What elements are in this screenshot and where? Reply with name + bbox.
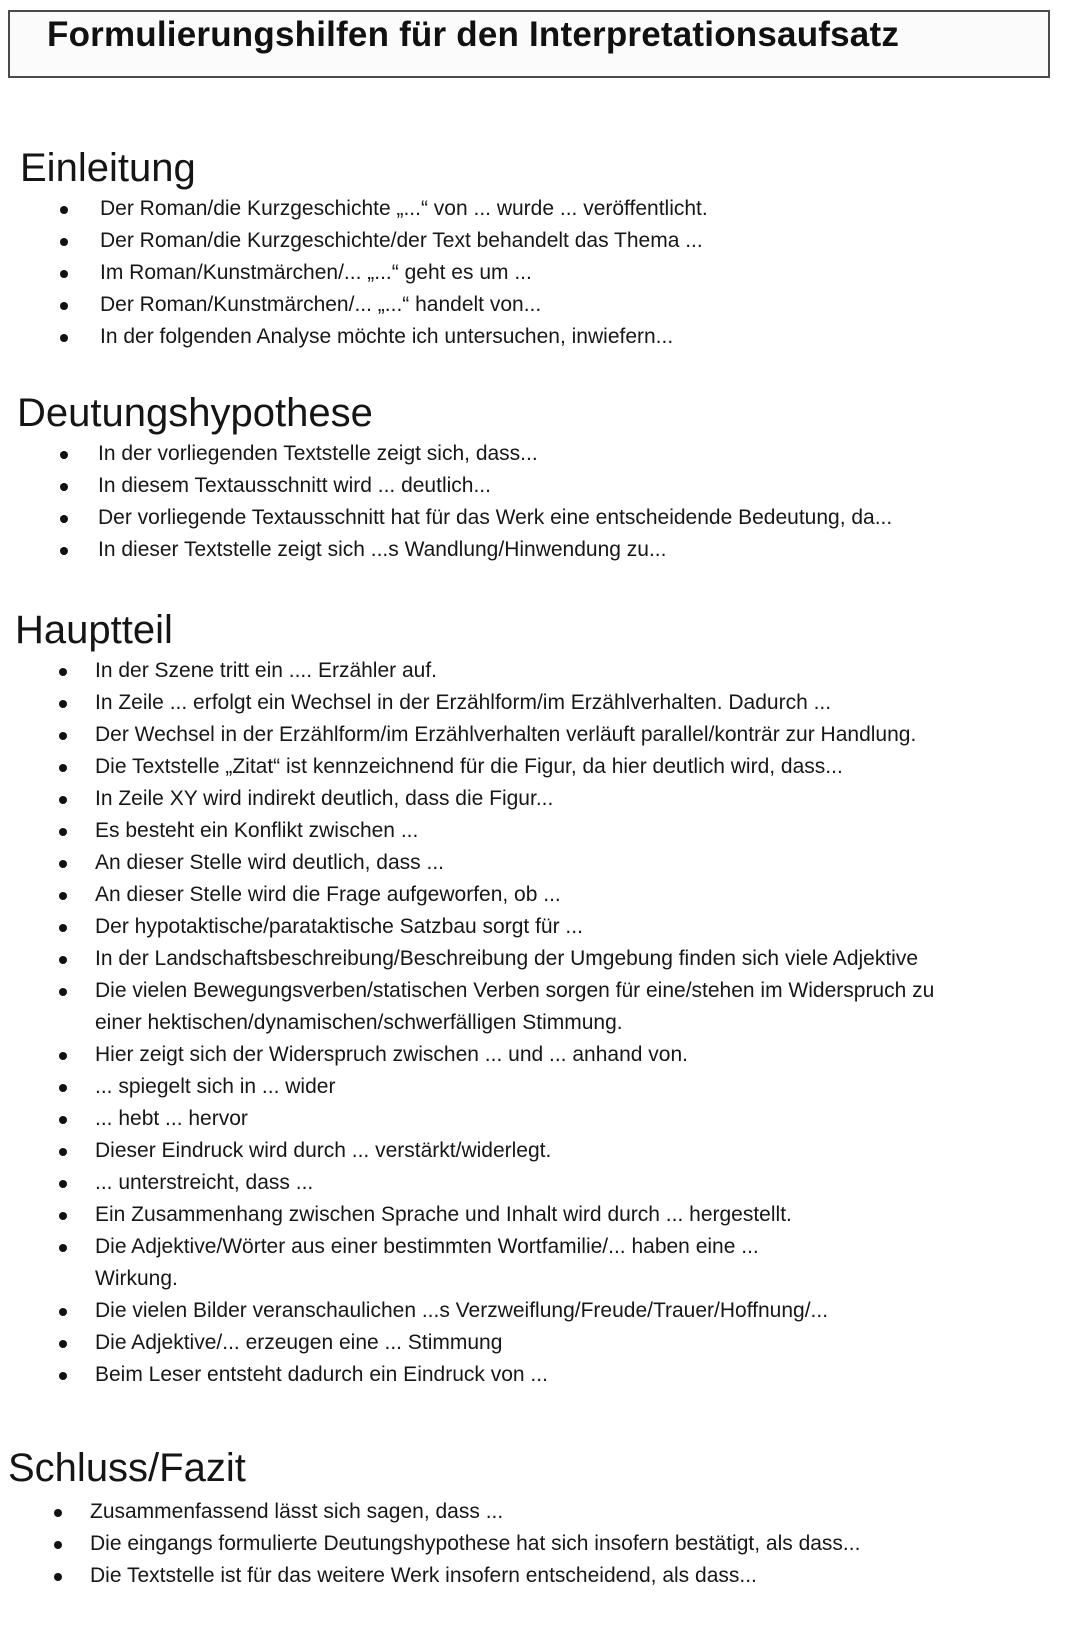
list-item-text: Der vorliegende Textausschnitt hat für das Werk eine entscheidende Bedeutung, da... [98, 506, 893, 529]
list-item [95, 1199, 1025, 1231]
section-heading-schluss: Schluss/Fazit [8, 1446, 246, 1490]
list-item [95, 655, 1025, 687]
bullet-icon [59, 796, 67, 804]
bullet-icon [59, 1340, 67, 1348]
bullet-icon [54, 1509, 62, 1517]
bullet-icon [59, 1212, 67, 1220]
list-item-text: Die Adjektive/... erzeugen eine ... Stimmung [95, 1331, 503, 1354]
list-item [100, 193, 1080, 225]
list-item-text: Zusammenfassend lässt sich sagen, dass ... [90, 1500, 504, 1523]
bullet-icon [60, 451, 68, 459]
list-item-text: In diesem Textausschnitt wird ... deutlich... [98, 474, 491, 497]
list-item [90, 1496, 1080, 1528]
list-item-text: In Zeile ... erfolgt ein Wechsel in der Erzählform/im Erzählverhalten. Dadurch ... [95, 691, 832, 714]
list-item-text: Dieser Eindruck wird durch ... verstärkt/widerlegt. [95, 1139, 552, 1162]
list-item-text: ... spiegelt sich in ... wider [95, 1075, 336, 1098]
page-title: Formulierungshilfen für den Interpretationsaufsatz [47, 15, 900, 54]
list-item [98, 438, 1080, 470]
list-item [95, 975, 985, 1039]
list-item [95, 1327, 1025, 1359]
list-item [90, 1560, 1080, 1592]
bullet-icon [60, 206, 68, 214]
list-item-text: Die Adjektive/Wörter aus einer bestimmten Wortfamilie/... haben eine ... Wirkung. [95, 1235, 759, 1290]
section-einleitung [0, 145, 1080, 353]
list-item-text: In dieser Textstelle zeigt sich ...s Wandlung/Hinwendung zu... [98, 538, 667, 561]
list-deutungshypothese [98, 438, 1080, 566]
list-item [95, 719, 1025, 751]
list-item [95, 1295, 1025, 1327]
bullet-icon [59, 1244, 67, 1252]
section-heading-hauptteil: Hauptteil [15, 608, 173, 652]
list-item [95, 815, 1025, 847]
section-deutungshypothese [0, 390, 1080, 566]
list-item-text: ... unterstreicht, dass ... [95, 1171, 314, 1194]
list-item-text: Es besteht ein Konflikt zwischen ... [95, 819, 419, 842]
section-hauptteil [0, 607, 1080, 1391]
list-item-text: In Zeile XY wird indirekt deutlich, dass die Figur... [95, 787, 554, 810]
list-item [95, 1071, 1025, 1103]
list-item [95, 1167, 1025, 1199]
list-item [95, 687, 1025, 719]
list-item-text: In der vorliegenden Textstelle zeigt sich, dass... [98, 442, 538, 465]
bullet-icon [60, 238, 68, 246]
bullet-icon [59, 1148, 67, 1156]
list-item [90, 1528, 1080, 1560]
list-item-text: Beim Leser entsteht dadurch ein Eindruck von ... [95, 1363, 548, 1386]
bullet-icon [59, 1052, 67, 1060]
list-item-text: Hier zeigt sich der Widerspruch zwischen ... und ... anhand von. [95, 1043, 688, 1066]
bullet-icon [59, 700, 67, 708]
bullet-icon [60, 515, 68, 523]
list-item-text: Der Roman/Kunstmärchen/... „...“ handelt von... [100, 293, 542, 316]
list-item-text: In der Szene tritt ein .... Erzähler auf. [95, 659, 437, 682]
bullet-icon [59, 924, 67, 932]
section-schluss-fazit [0, 1445, 1080, 1592]
section-heading-deutungshypothese: Deutungshypothese [17, 391, 373, 435]
list-item [100, 257, 1080, 289]
list-item-text: Der Roman/die Kurzgeschichte „...“ von ... wurde ... veröffentlicht. [100, 197, 708, 220]
bullet-icon [59, 668, 67, 676]
bullet-icon [60, 334, 68, 342]
list-item-text: Im Roman/Kunstmärchen/... „...“ geht es um ... [100, 261, 532, 284]
bullet-icon [59, 892, 67, 900]
list-item [95, 911, 1025, 943]
bullet-icon [59, 1308, 67, 1316]
list-item [98, 534, 1080, 566]
list-item-text: Ein Zusammenhang zwischen Sprache und Inhalt wird durch ... hergestellt. [95, 1203, 792, 1226]
list-item-text: Die Textstelle ist für das weitere Werk insofern entscheidend, als dass... [90, 1564, 757, 1587]
list-item [95, 1231, 815, 1295]
list-item [95, 783, 1025, 815]
list-item [95, 1135, 1025, 1167]
bullet-icon [60, 270, 68, 278]
list-item-text: In der Landschaftsbeschreibung/Beschreibung der Umgebung finden sich viele Adjektive [95, 947, 919, 970]
list-item-text: Der Roman/die Kurzgeschichte/der Text behandelt das Thema ... [100, 229, 703, 252]
bullet-icon [59, 732, 67, 740]
list-item-text: Die vielen Bewegungsverben/statischen Verben sorgen für eine/stehen im Widerspruch zu einer hektischen/dynamischen/schwerfälligen Stimmung. [95, 979, 935, 1034]
section-heading-einleitung: Einleitung [20, 146, 196, 190]
list-item-text: ... hebt ... hervor [95, 1107, 248, 1130]
list-schluss [90, 1496, 1080, 1592]
list-item-text: Die eingangs formulierte Deutungshypothese hat sich insofern bestätigt, als dass... [90, 1532, 861, 1555]
bullet-icon [60, 302, 68, 310]
bullet-icon [59, 956, 67, 964]
list-item-text: An dieser Stelle wird deutlich, dass ... [95, 851, 445, 874]
list-item-text: Der Wechsel in der Erzählform/im Erzählverhalten verläuft parallel/konträr zur Handlung. [95, 723, 917, 746]
bullet-icon [60, 547, 68, 555]
list-item [95, 943, 1025, 975]
bullet-icon [59, 764, 67, 772]
list-item-text: Die vielen Bilder veranschaulichen ...s Verzweiflung/Freude/Trauer/Hoffnung/... [95, 1299, 829, 1322]
list-item [95, 1359, 1025, 1391]
list-item [95, 879, 1025, 911]
list-item-text: Die Textstelle „Zitat“ ist kennzeichnend für die Figur, da hier deutlich wird, dass... [95, 755, 843, 778]
list-item [100, 289, 1080, 321]
bullet-icon [54, 1573, 62, 1581]
list-einleitung [100, 193, 1080, 353]
bullet-icon [59, 860, 67, 868]
list-item [95, 847, 1025, 879]
bullet-icon [59, 1084, 67, 1092]
list-item [98, 502, 1080, 534]
list-item [95, 1103, 1025, 1135]
bullet-icon [60, 483, 68, 491]
list-item [95, 1039, 1025, 1071]
list-item [95, 751, 1025, 783]
list-item [100, 225, 1080, 257]
list-hauptteil [95, 655, 1025, 1391]
list-item-text: In der folgenden Analyse möchte ich untersuchen, inwiefern... [100, 325, 674, 348]
bullet-icon [59, 1372, 67, 1380]
bullet-icon [59, 1180, 67, 1188]
bullet-icon [54, 1541, 62, 1549]
list-item-text: Der hypotaktische/parataktische Satzbau sorgt für ... [95, 915, 583, 938]
list-item-text: An dieser Stelle wird die Frage aufgeworfen, ob ... [95, 883, 561, 906]
bullet-icon [59, 1116, 67, 1124]
bullet-icon [59, 828, 67, 836]
bullet-icon [59, 988, 67, 996]
list-item [100, 321, 1080, 353]
list-item [98, 470, 1080, 502]
